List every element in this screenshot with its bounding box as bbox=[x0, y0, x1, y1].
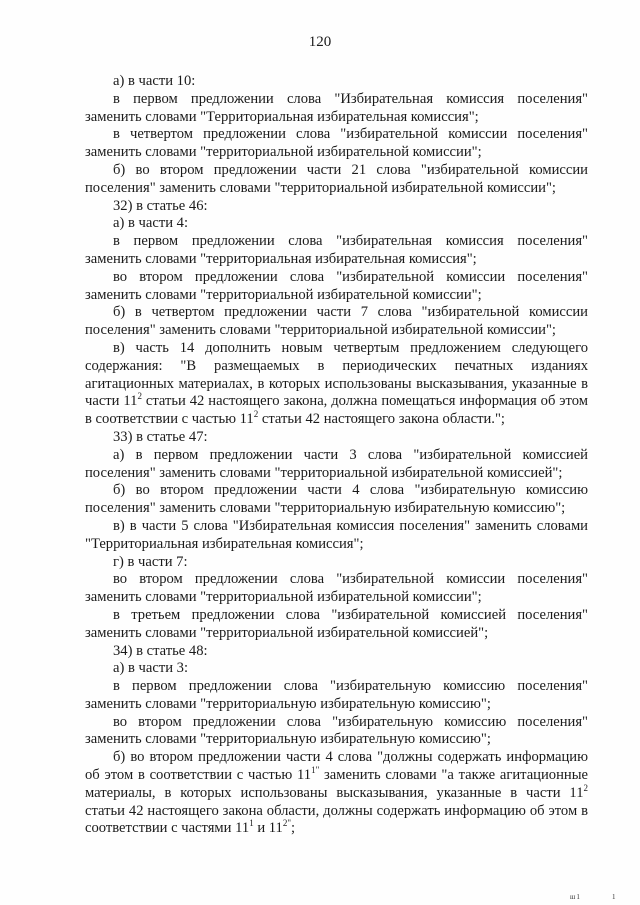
paragraph: а) в части 4: bbox=[113, 215, 189, 232]
paragraph-text: б) во втором предложении части 4 слова "должны содержать информацию об этом в соответствии с частью 11 bbox=[85, 749, 588, 784]
paragraph: во втором предложении слова "избирательной комиссии поселения" заменить словами "территориальной избирательной комиссии"; bbox=[85, 571, 588, 606]
superscript: 1 bbox=[249, 818, 254, 829]
paragraph: во втором предложении слова "избирательную комиссию поселения" заменить словами "территориальную избирательную комиссию"; bbox=[85, 713, 588, 748]
paragraph: в четвертом предложении слова "избирательной комиссии поселения" заменить словами "территориальной избирательной комиссии"; bbox=[85, 126, 588, 161]
paragraph-text: и 11 bbox=[253, 820, 283, 837]
paragraph-text: в) часть 14 дополнить новым четвертым предложением следующего содержания: "В размещаемых в периодических печатных изданиях агитационных материалах, в которых использованы высказывания, указанные в части 11 bbox=[85, 339, 588, 410]
paragraph: в) в части 5 слова "Избирательная комиссия поселения" заменить словами "Территориальная избирательная комиссия"; bbox=[85, 517, 588, 552]
paragraph-text: статьи 42 настоящего закона области."; bbox=[258, 411, 505, 428]
page-number: 120 bbox=[308, 34, 332, 50]
paragraph: 32) в статье 46: bbox=[113, 197, 208, 214]
document-body bbox=[85, 73, 588, 838]
paragraph: во втором предложении слова "избирательной комиссии поселения" заменить словами "территориальной избирательной комиссии"; bbox=[85, 268, 588, 303]
superscript: 1" bbox=[311, 765, 320, 776]
paragraph: в первом предложении слова "избирательную комиссию поселения" заменить словами "территориальную избирательную комиссию"; bbox=[85, 678, 588, 712]
superscript: 2 bbox=[583, 782, 588, 793]
paragraph: г) в части 7: bbox=[113, 553, 188, 570]
paragraph bbox=[85, 749, 588, 838]
paragraph: б) в четвертом предложении части 7 слова "избирательной комиссии поселения" заменить словами "территориальной избирательной комиссии"; bbox=[85, 304, 588, 339]
paragraph: а) в части 10: bbox=[113, 73, 196, 89]
footer-mark: ш1 bbox=[570, 893, 581, 901]
paragraph bbox=[85, 340, 588, 429]
paragraph: в первом предложении слова "избирательная комиссия поселения" заменить словами "территориальная избирательная комиссия"; bbox=[85, 233, 588, 267]
paragraph: 33) в статье 47: bbox=[113, 428, 208, 445]
paragraph-text: заменить словами "а также агитационные материалы, в которых использованы высказывания, указанные в части 11 bbox=[85, 767, 588, 801]
footer-dot: 1 bbox=[612, 893, 616, 901]
paragraph-text: статьи 42 настоящего закона области, должны содержать информацию об этом в соответствии с частями 11 bbox=[85, 802, 588, 837]
paragraph-text: ; bbox=[291, 820, 296, 837]
paragraph: а) в первом предложении части 3 слова "избирательной комиссией поселения" заменить словами "территориальной избирательной комиссией"; bbox=[85, 446, 588, 481]
superscript: 2 bbox=[253, 409, 259, 420]
superscript: 2 bbox=[137, 391, 142, 402]
paragraph: б) во втором предложении части 4 слова "избирательную комиссию поселения" заменить словами "территориальную избирательную комиссию"; bbox=[85, 482, 588, 517]
paragraph: а) в части 3: bbox=[113, 660, 189, 677]
paragraph: в первом предложении слова "Избирательная комиссия поселения" заменить словами "Территориальная избирательная комиссия"; bbox=[85, 90, 588, 125]
paragraph: 34) в статье 48: bbox=[113, 642, 208, 659]
superscript: 2" bbox=[282, 818, 292, 829]
paragraph-text: статьи 42 настоящего закона, должна помещаться информация об этом в соответствии с частью 11 bbox=[85, 393, 588, 428]
paragraph: б) во втором предложении части 21 слова "избирательной комиссии поселения" заменить словами "территориальной избирательной комиссии"; bbox=[85, 161, 588, 196]
paragraph: в третьем предложении слова "избирательной комиссией поселения" заменить словами "территориальной избирательной комиссией"; bbox=[85, 606, 588, 641]
